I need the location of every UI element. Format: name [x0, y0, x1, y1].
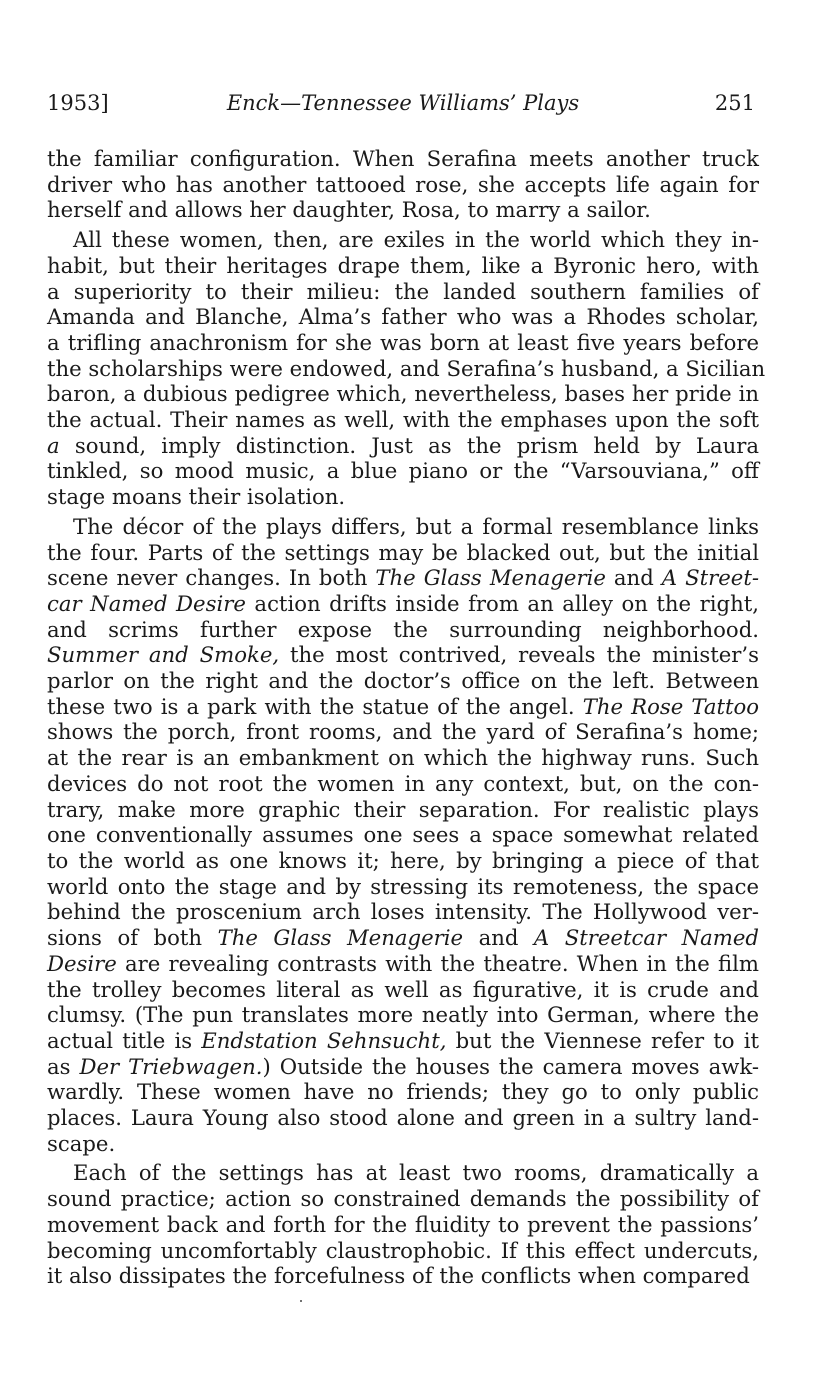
- text-line: Desire are revealing contrasts with the theatre. When in the film: [47, 950, 759, 976]
- text-line: the familiar configuration. When Serafina meets another truck: [47, 146, 759, 171]
- text-line: places. Laura Young also stood alone and green in a sultry land-: [47, 1105, 759, 1131]
- text-line: a trifling anachronism for she was born at least five years before: [47, 329, 759, 355]
- text-line: Amanda and Blanche, Alma’s father who was a Rhodes scholar,: [47, 304, 759, 330]
- text-line: the actual. Their names as well, with the emphases upon the soft: [47, 407, 759, 433]
- text-line: herself and allows her daughter, Rosa, to marry a sailor.: [47, 197, 651, 223]
- text-line: to the world as one knows it; here, by bringing a piece of that: [47, 847, 759, 873]
- text-line: baron, a dubious pedigree which, nevertheless, bases her pride in: [47, 381, 759, 407]
- text-line: as Der Triebwagen.) Outside the houses the camera moves awk-: [47, 1053, 759, 1079]
- text-line: tinkled, so mood music, a blue piano or the “Varsouviana,” off: [47, 458, 759, 484]
- text-line: sound practice; action so constrained demands the possibility of: [47, 1186, 759, 1212]
- body-text: [47, 146, 766, 1289]
- text-line: one conventionally assumes one sees a space somewhat related: [47, 822, 759, 848]
- running-head: [47, 91, 759, 121]
- text-line: All these women, then, are exiles in the world which they in-: [73, 227, 759, 253]
- paragraph: [47, 514, 759, 1157]
- text-line: habit, but their heritages drape them, like a Byronic hero, with: [47, 252, 759, 278]
- text-line: devices do not root the women in any context, but, on the con-: [47, 770, 759, 796]
- text-line: the trolley becomes literal as well as figurative, it is crude and: [47, 976, 759, 1002]
- header-year: 1953]: [47, 91, 109, 115]
- text-line: the scholarships were endowed, and Serafina’s husband, a Sicilian: [47, 355, 766, 381]
- scan-speck: [300, 1300, 302, 1302]
- text-line: parlor on the right and the doctor’s office on the left. Between: [47, 668, 759, 694]
- text-line: actual title is Endstation Sehnsucht, but the Viennese refer to it: [47, 1027, 760, 1053]
- text-line: wardly. These women have no friends; they go to only public: [47, 1079, 759, 1105]
- text-line: becoming uncomfortably claustrophobic. If this effect undercuts,: [47, 1237, 759, 1263]
- text-line: driver who has another tattooed rose, she accepts life again for: [47, 171, 759, 197]
- text-line: a sound, imply distinction. Just as the prism held by Laura: [47, 432, 759, 458]
- text-line: movement back and forth for the fluidity to prevent the passions’: [47, 1211, 759, 1237]
- text-line: stage moans their isolation.: [47, 484, 346, 510]
- header-title: Enck—Tennessee Williams’ Plays: [226, 91, 580, 115]
- text-line: scene never changes. In both The Glass Menagerie and A Street-: [47, 565, 760, 591]
- text-line: a superiority to their milieu: the landed southern families of: [47, 278, 759, 304]
- text-line: Summer and Smoke, the most contrived, reveals the minister’s: [47, 642, 759, 668]
- text-line: world onto the stage and by stressing its remoteness, the space: [47, 873, 759, 899]
- text-line: the four. Parts of the settings may be blacked out, but the initial: [47, 539, 759, 565]
- paragraph: [47, 1160, 759, 1289]
- text-line: these two is a park with the statue of the angel. The Rose Tattoo: [47, 693, 759, 719]
- paragraph: [47, 146, 759, 223]
- text-line: behind the proscenium arch loses intensity. The Hollywood ver-: [47, 899, 759, 925]
- text-line: trary, make more graphic their separation. For realistic plays: [47, 796, 759, 822]
- text-line: The décor of the plays differs, but a formal resemblance links: [73, 513, 759, 539]
- text-line: shows the porch, front rooms, and the yard of Serafina’s home;: [47, 719, 759, 745]
- text-line: Each of the settings has at least two rooms, dramatically a: [73, 1160, 759, 1186]
- paragraph: [47, 227, 766, 510]
- text-line: car Named Desire action drifts inside from an alley on the right,: [47, 590, 759, 616]
- page-number: 251: [714, 91, 755, 115]
- text-line: scape.: [47, 1130, 116, 1156]
- text-line: it also dissipates the forcefulness of the conflicts when compared: [47, 1263, 750, 1289]
- text-line: sions of both The Glass Menagerie and A Streetcar Named: [47, 925, 759, 951]
- text-line: and scrims further expose the surrounding neighborhood.: [47, 616, 759, 642]
- text-line: clumsy. (The pun translates more neatly into German, where the: [47, 1002, 759, 1028]
- text-line: at the rear is an embankment on which the highway runs. Such: [47, 745, 759, 771]
